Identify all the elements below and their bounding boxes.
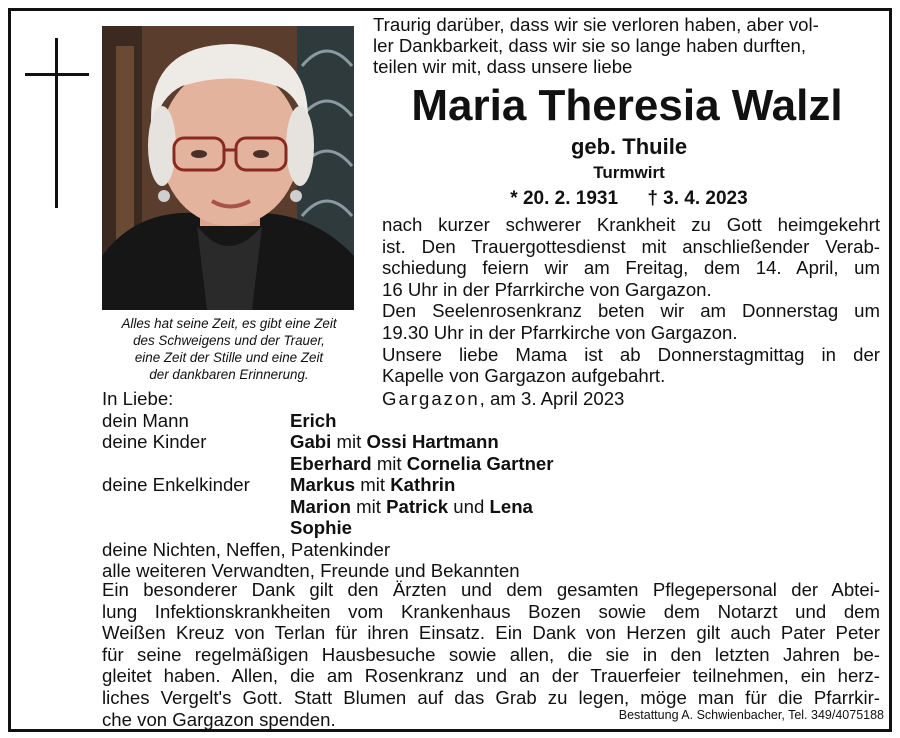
relative-name: Markus — [290, 474, 356, 495]
relation-names — [290, 496, 533, 518]
relative-name: Lena — [489, 495, 533, 517]
caption-line: eine Zeit der Stille und eine Zeit — [134, 350, 324, 365]
intro-text — [373, 14, 885, 77]
place-town: Gargazon — [382, 388, 480, 409]
birth-name: geb. Thuile — [570, 134, 688, 159]
announcement-line: nach kurzer schwerer Krankheit zu Gott heimgekehrt — [382, 214, 880, 235]
undertaker-contact: Bestattung A. Schwienbacher, Tel. 349/4075188 — [618, 708, 884, 722]
relation-names — [290, 517, 352, 539]
thanks-line: für seine regelmäßigen Hausbesuche sowie allen, die sie in den letzten Jahren be- — [102, 643, 880, 665]
intro-line: ler Dankbarkeit, dass wir sie so lange haben durften, — [373, 35, 807, 56]
relative-name: Ossi Hartmann — [366, 431, 499, 452]
relation-names — [290, 410, 337, 432]
announcement-line: ist. Den Trauergottesdienst mit anschließender Verab- — [382, 235, 880, 257]
relation-label: deine Nichten, Neffen, Patenkinder — [102, 538, 391, 560]
life-dates — [373, 188, 885, 210]
cross-icon-vertical — [55, 38, 58, 208]
announcement-line: Kapelle von Gargazon aufgebahrt. — [382, 365, 666, 387]
intro-line: Traurig darüber, dass wir sie verloren haben, aber vol- — [373, 14, 819, 35]
relation-label: deine Kinder — [102, 431, 207, 452]
relative-name: Kathrin — [390, 474, 456, 495]
announcement-line: Den Seelenrosenkranz beten wir am Donnerstag um — [382, 300, 880, 322]
thanks-line: lung Infektionskrankheiten vom Krankenhaus Bozen sowie dem Notarzt und dem — [102, 600, 880, 622]
connector-word: und — [453, 495, 485, 517]
relative-name: Gabi — [290, 431, 332, 452]
thanks-line: che von Gargazon spenden. — [102, 708, 336, 730]
announcement-line: 19.30 Uhr in der Pfarrkirche von Gargazon. — [382, 321, 738, 343]
caption-line: des Schweigens und der Trauer, — [133, 333, 325, 348]
connector-word: mit — [360, 474, 386, 495]
place-date-text: , am 3. April 2023 — [479, 388, 625, 409]
relative-name: Cornelia Gartner — [406, 452, 554, 474]
death-date: † 3. 4. 2023 — [647, 188, 748, 209]
caption-line: Alles hat seine Zeit, es gibt eine Zeit — [121, 316, 337, 331]
relative-name: Erich — [290, 409, 337, 431]
announcement-line: 16 Uhr in der Pfarrkirche von Gargazon. — [382, 278, 712, 300]
relation-names — [290, 453, 554, 475]
relation-label: alle weiteren Verwandten, Freunde und Bekannten — [102, 560, 520, 581]
relation-label: dein Mann — [102, 409, 189, 431]
deceased-name: Maria Theresia Walzl — [411, 81, 843, 130]
relative-name: Marion — [290, 495, 351, 517]
caption-line: der dankbaren Erinnerung. — [149, 367, 309, 382]
relation-names — [290, 474, 455, 496]
relative-name: Patrick — [386, 495, 449, 517]
relatives-heading: In Liebe: — [102, 388, 174, 409]
announcement-line: Unsere liebe Mama ist ab Donnerstagmittag in der — [382, 343, 880, 365]
intro-line: teilen wir mit, dass unsere liebe — [373, 56, 633, 77]
birth-date: * 20. 2. 1931 — [510, 188, 619, 209]
cross-icon-horizontal — [25, 73, 89, 76]
photo-caption — [100, 315, 358, 383]
house-name: Turmwirt — [593, 163, 665, 182]
portrait-photo — [102, 26, 354, 310]
connector-word: mit — [336, 431, 362, 452]
thanks-line: gleitet haben. Allen, die am Rosenkranz und an der Trauerfeier teilnehmen, ein herz- — [102, 665, 880, 687]
relative-name: Sophie — [290, 517, 352, 538]
thanks-line: Weißen Kreuz von Terlan für ihren Einsatz. Ein Dank von Herzen gilt auch Pater Peter — [102, 622, 880, 644]
relation-names — [290, 431, 499, 453]
connector-word: mit — [376, 452, 402, 474]
place-date — [382, 388, 624, 410]
thanks-line: liches Vergelt's Gott. Statt Blumen auf das Grab zu legen, möge man für die Pfarrkir- — [102, 686, 880, 708]
connector-word: mit — [356, 495, 381, 517]
thanks-line: Ein besonderer Dank gilt den Ärzten und dem gesamten Pflegepersonal der Abtei- — [102, 579, 880, 600]
announcement-line: schiedung feiern wir am Freitag, dem 14. April, um — [382, 257, 880, 279]
relation-label: deine Enkelkinder — [102, 474, 250, 495]
announcement-text — [382, 214, 880, 387]
relative-name: Eberhard — [290, 452, 372, 474]
